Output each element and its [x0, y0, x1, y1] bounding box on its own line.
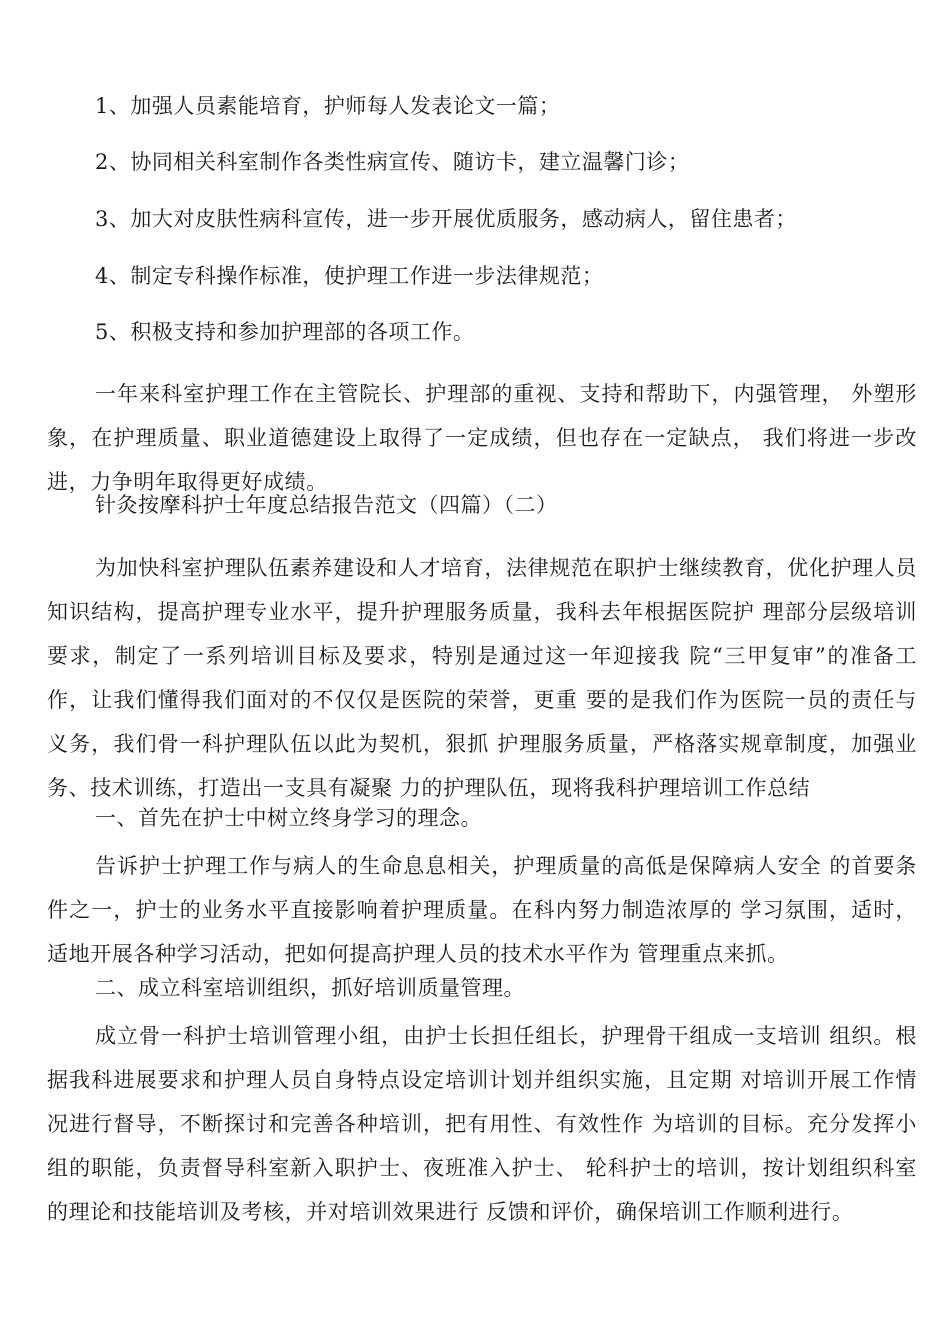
section-title: 针灸按摩科护士年度总结报告范文（四篇）（二）: [95, 493, 558, 517]
intro-paragraph: 为加快科室护理队伍素养建设和人才培育，法律规范在职护士继续教育，优化护理人员知识结构，提高护理专业水平，提升护理服务质量，我科去年根据医院护 理部分层级培训要求，制定了一系列培训目标及要求，特别是通过这一年迎接我 院“三甲复审”的准备工作，让我们懂得我们面对的不仅仅是医院的荣誉，更重 要的是我们作为医院一员的责任与义务，我们骨一科护理队伍以此为契机，狠抓 护理服务质量，严格落实规章制度，加强业务、技术训练，打造出一支具有凝聚 力的护理队伍，现将我科护理培训工作总结: [47, 556, 917, 800]
summary-paragraph: 一年来科室护理工作在主管院长、护理部的重视、支持和帮助下，内强管理， 外塑形象，在护理质量、职业道德建设上取得了一定成绩，但也存在一定缺点， 我们将进一步改进，力争明年取得更好成绩。: [47, 382, 917, 494]
paragraph-1: 告诉护士护理工作与病人的生命息息相关，护理质量的高低是保障病人安全 的首要条件之一，护士的业务水平直接影响着护理质量。在科内努力制造浓厚的 学习氛围，适时，适地开展各种学习活动，把如何提高护理人员的技术水平作为 管理重点来抓。: [47, 854, 917, 966]
list-item-2: 2、协同相关科室制作各类性病宣传、随访卡，建立温馨门诊；: [95, 150, 690, 174]
list-item-5: 5、积极支持和参加护理部的各项工作。: [95, 320, 475, 344]
list-item-4: 4、制定专科操作标准，使护理工作进一步法律规范；: [95, 264, 604, 288]
list-item-3: 3、加大对皮肤性病科宣传，进一步开展优质服务，感动病人，留住患者；: [95, 207, 797, 231]
paragraph-2: 成立骨一科护士培训管理小组，由护士长担任组长，护理骨干组成一支培训 组织。根据我科进展要求和护理人员自身特点设定培训计划并组织实施，且定期 对培训开展工作情况进行督导，不断探讨和完善各种培训，把有用性、有效性作 为培训的目标。充分发挥小组的职能，负责督导科室新入职护士、夜班准入护士、 轮科护士的培训，按计划组织科室的理论和技能培训及考核，并对培训效果进行 反馈和评价，确保培训工作顺利进行。: [47, 1024, 917, 1224]
list-item-1: 1、加强人员素能培育，护师每人发表论文一篇；: [95, 94, 561, 118]
heading-1: 一、首先在护士中树立终身学习的理念。: [95, 806, 482, 830]
heading-2: 二、成立科室培训组织，抓好培训质量管理。: [95, 976, 525, 1000]
